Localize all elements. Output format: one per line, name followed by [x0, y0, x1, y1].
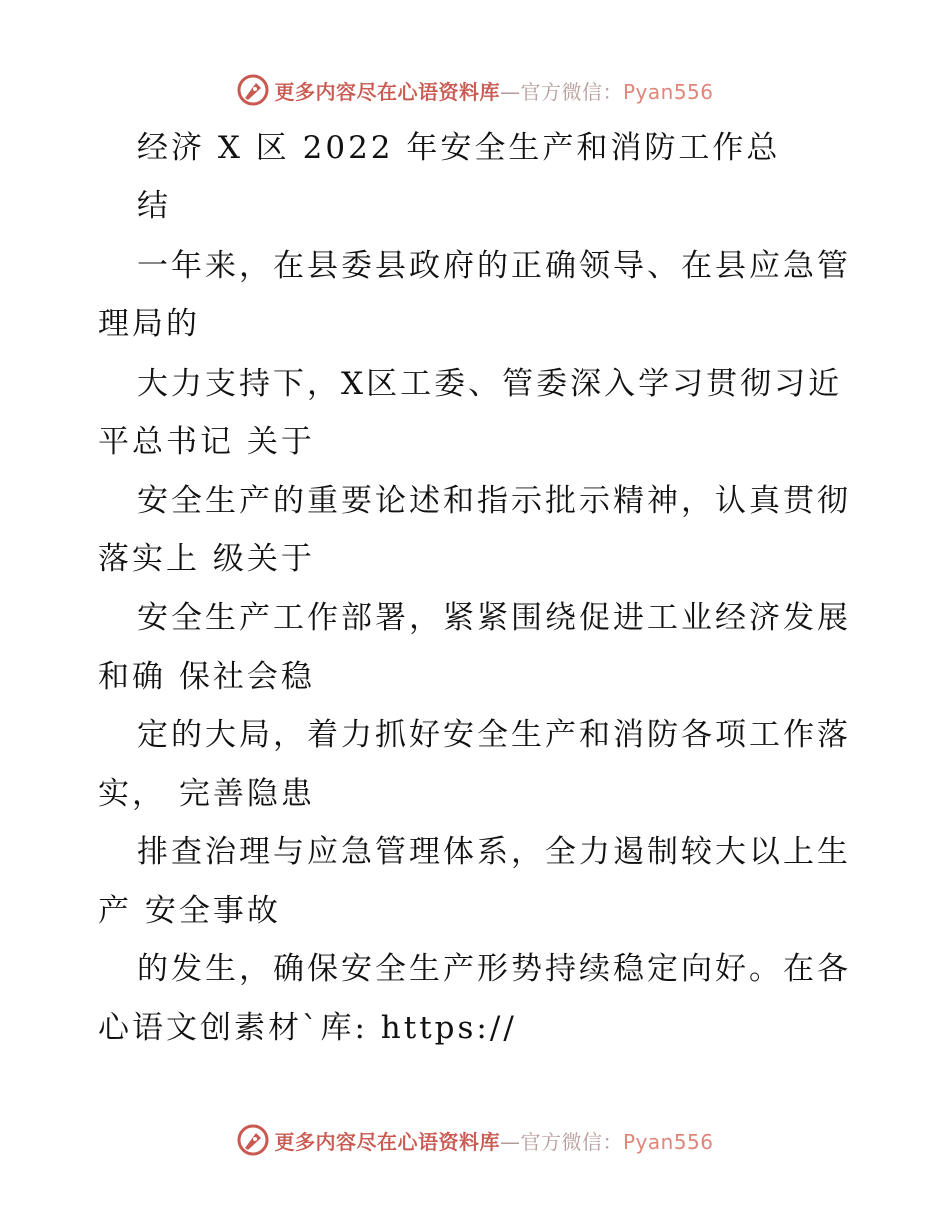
- paragraph-line: 和确 保社会稳: [98, 659, 315, 695]
- banner-wechat-handle: Pyan556: [622, 1129, 714, 1154]
- pen-nib-logo-icon: [236, 1123, 270, 1157]
- paragraph-line: 大力支持下，X区工委、管委深入学习贯彻习近: [137, 366, 843, 402]
- paragraph-line: 产 安全事故: [98, 893, 281, 929]
- paragraph-line: 安全生产工作部署，紧紧围绕促进工业经济发展: [137, 600, 851, 636]
- paragraph-line: 落实上 级关于: [98, 541, 315, 577]
- banner-wechat-handle: Pyan556: [622, 79, 714, 104]
- paragraph-line: 排查治理与应急管理体系，全力遏制较大以上生: [137, 834, 851, 870]
- header-banner: [0, 70, 950, 110]
- paragraph-line: 一年来，在县委县政府的正确领导、在县应急管: [137, 248, 851, 284]
- paragraph-line: 平总书记 关于: [98, 424, 315, 460]
- banner-separator: —: [499, 79, 521, 104]
- paragraph-line: 心语文创素材`库: https://: [98, 1010, 517, 1046]
- banner-main-text: 更多内容尽在心语资料库: [274, 79, 500, 104]
- banner-text: [274, 76, 713, 105]
- footer-banner: [0, 1120, 950, 1160]
- banner-main-text: 更多内容尽在心语资料库: [274, 1129, 500, 1154]
- banner-text: [274, 1126, 713, 1155]
- paragraph-line: 定的大局，着力抓好安全生产和消防各项工作落: [137, 717, 851, 753]
- paragraph-line: 理局的: [98, 306, 200, 342]
- banner-separator: —: [499, 1129, 521, 1154]
- paragraph-line: 安全生产的重要论述和指示批示精神，认真贯彻: [137, 483, 851, 519]
- document-title-line-1: 经济 X 区 2022 年安全生产和消防工作总: [137, 130, 781, 166]
- banner-wechat-label: 官方微信：: [520, 1129, 623, 1154]
- paragraph-line: 实， 完善隐患: [98, 776, 315, 812]
- pen-nib-logo-icon: [236, 73, 270, 107]
- banner-wechat-label: 官方微信：: [520, 79, 623, 104]
- document-title-line-2: 结: [137, 188, 171, 224]
- paragraph-line: 的发生，确保安全生产形势持续稳定向好。在各: [137, 951, 851, 987]
